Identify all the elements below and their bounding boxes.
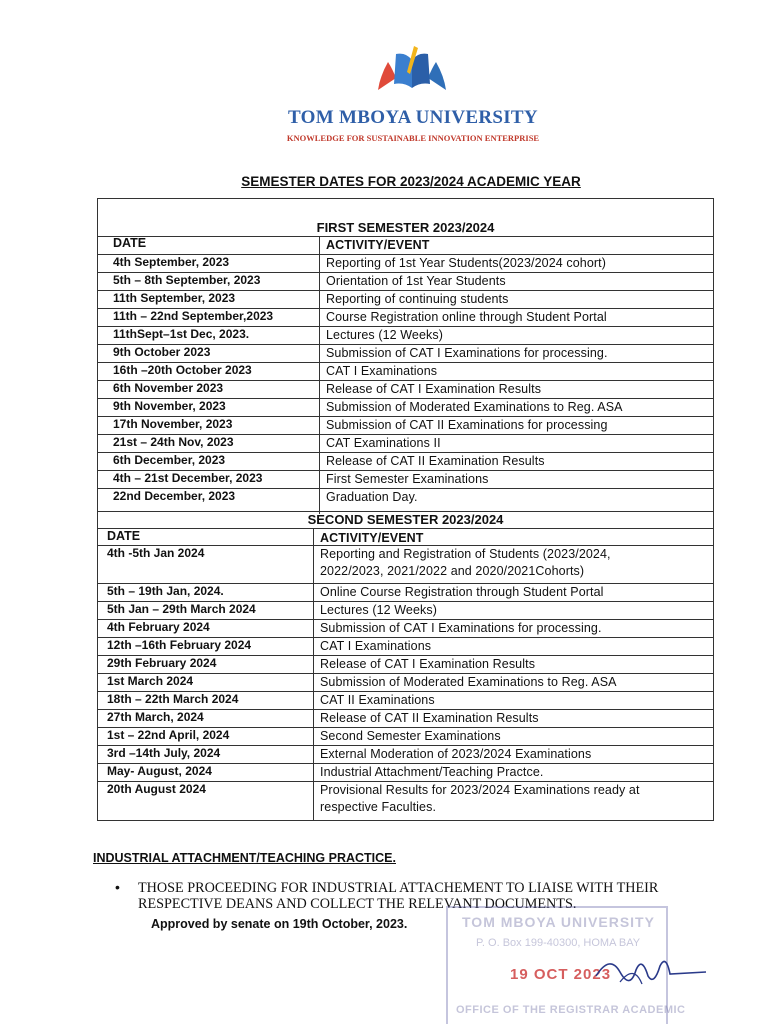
row-activity: Reporting and Registration of Students (2023/2024,: [320, 547, 611, 561]
row-activity: Reporting of 1st Year Students(2023/2024 cohort): [326, 256, 606, 270]
row-activity: CAT I Examinations: [320, 639, 432, 653]
row-activity: Release of CAT I Examination Results: [326, 382, 542, 396]
row-activity: First Semester Examinations: [326, 472, 489, 486]
row-date: 1st – 22nd April, 2024: [107, 728, 230, 742]
row-activity: Online Course Registration through Student Portal: [320, 585, 604, 599]
row-date: 1st March 2024: [107, 674, 194, 688]
first-semester-title: FIRST SEMESTER 2023/2024: [316, 220, 495, 235]
industrial-note: THOSE PROCEEDING FOR INDUSTRIAL ATTACHEMENT TO LIAISE WITH THEIR RESPECTIVE DEANS AND COLLECT THE RELEVANT DOCUMENTS.: [138, 880, 659, 912]
row-date: 6th November 2023: [113, 381, 224, 395]
industrial-heading: INDUSTRIAL ATTACHMENT/TEACHING PRACTICE.: [93, 851, 396, 865]
university-name: TOM MBOYA UNIVERSITY: [288, 107, 538, 128]
row-activity-continued: respective Faculties.: [320, 800, 437, 814]
row-date: 20th August 2024: [107, 782, 206, 796]
row-date: 4th -5th Jan 2024: [107, 546, 205, 560]
row-activity-continued: 2022/2023, 2021/2022 and 2020/2021Cohorts): [320, 564, 585, 578]
row-activity: Orientation of 1st Year Students: [326, 274, 506, 288]
row-activity: CAT I Examinations: [326, 364, 438, 378]
row-date: 29th February 2024: [107, 656, 217, 670]
row-activity: Release of CAT II Examination Results: [326, 454, 545, 468]
row-date: 9th October 2023: [113, 345, 211, 359]
row-activity: Provisional Results for 2023/2024 Examinations ready at: [320, 783, 640, 797]
stamp-office: OFFICE OF THE REGISTRAR ACADEMIC: [456, 1004, 686, 1016]
approval-note: Approved by senate on 19th October, 2023.: [151, 917, 408, 931]
row-activity: Submission of CAT II Examinations for processing: [326, 418, 608, 432]
second-activity-header: ACTIVITY/EVENT: [320, 531, 424, 545]
row-activity: Submission of Moderated Examinations to Reg. ASA: [320, 675, 617, 689]
row-date: 12th –16th February 2024: [107, 638, 252, 652]
row-activity: Submission of Moderated Examinations to Reg. ASA: [326, 400, 623, 414]
row-activity: Course Registration online through Student Portal: [326, 310, 607, 324]
row-activity: Submission of CAT I Examinations for processing.: [326, 346, 608, 360]
university-logo: [370, 44, 454, 100]
row-date: 9th November, 2023: [113, 399, 226, 413]
row-date: 16th –20th October 2023: [113, 363, 252, 377]
row-date: 3rd –14th July, 2024: [107, 746, 221, 760]
row-date: 5th – 8th September, 2023: [113, 273, 261, 287]
signature-icon: [590, 946, 710, 996]
row-date: 4th September, 2023: [113, 255, 230, 269]
row-activity: Industrial Attachment/Teaching Practce.: [320, 765, 544, 779]
row-date: 4th – 21st December, 2023: [113, 471, 263, 485]
second-date-header: DATE: [107, 529, 141, 543]
row-activity: Reporting of continuing students: [326, 292, 509, 306]
row-date: 11th September, 2023: [113, 291, 236, 305]
row-activity: Release of CAT I Examination Results: [320, 657, 536, 671]
row-date: 6th December, 2023: [113, 453, 226, 467]
stamp-address: P. O. Box 199-40300, HOMA BAY: [476, 937, 641, 949]
row-date: 5th Jan – 29th March 2024: [107, 602, 256, 616]
row-date: 22nd December, 2023: [113, 489, 236, 503]
row-activity: External Moderation of 2023/2024 Examinations: [320, 747, 592, 761]
university-motto: KNOWLEDGE FOR SUSTAINABLE INNOVATION ENTERPRISE: [286, 133, 540, 143]
row-date: 18th – 22th March 2024: [107, 692, 239, 706]
row-date: 17th November, 2023: [113, 417, 233, 431]
row-date: 4th February 2024: [107, 620, 210, 634]
second-column-divider: [313, 528, 314, 821]
row-date: May- August, 2024: [107, 764, 212, 778]
first-activity-header: ACTIVITY/EVENT: [326, 238, 430, 252]
document-title: SEMESTER DATES FOR 2023/2024 ACADEMIC YEAR: [241, 174, 581, 189]
row-date: 11th – 22nd September,2023: [113, 309, 274, 323]
row-activity: CAT Examinations II: [326, 436, 441, 450]
row-activity: Release of CAT II Examination Results: [320, 711, 539, 725]
row-activity: Lectures (12 Weeks): [320, 603, 437, 617]
first-column-divider: [319, 236, 320, 514]
stamp-title: TOM MBOYA UNIVERSITY: [462, 914, 655, 930]
row-activity: Lectures (12 Weeks): [326, 328, 443, 342]
row-activity: Second Semester Examinations: [320, 729, 501, 743]
row-date: 5th – 19th Jan, 2024.: [107, 584, 224, 598]
stamp-date: 19 OCT 2023: [510, 966, 612, 983]
row-date: 27th March, 2024: [107, 710, 204, 724]
row-activity: Submission of CAT I Examinations for processing.: [320, 621, 602, 635]
row-date: 21st – 24th Nov, 2023: [113, 435, 234, 449]
first-date-header: DATE: [113, 236, 147, 250]
row-date: 11thSept–1st Dec, 2023.: [113, 327, 250, 341]
second-semester-title: SECOND SEMESTER 2023/2024: [307, 512, 504, 527]
row-activity: CAT II Examinations: [320, 693, 435, 707]
bullet-icon: •: [115, 879, 120, 895]
row-activity: Graduation Day.: [326, 490, 418, 504]
